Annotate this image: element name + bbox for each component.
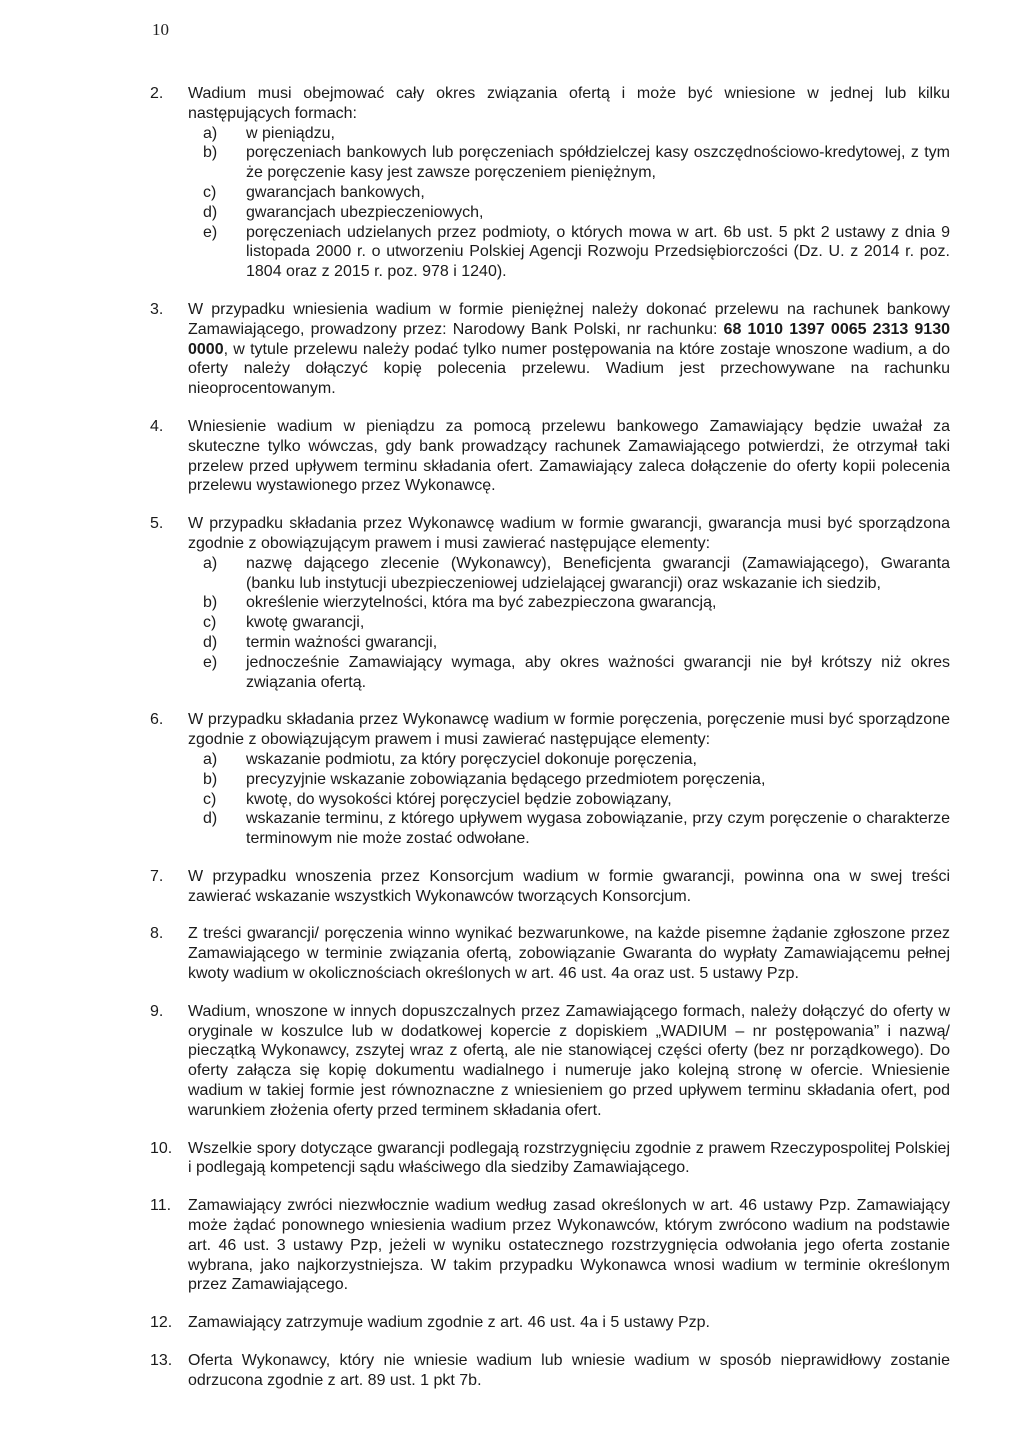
item-text: gwarancjach ubezpieczeniowych, <box>246 203 484 221</box>
item-letter: c) <box>203 183 217 201</box>
item-text: kwotę gwarancji, <box>246 614 365 632</box>
item-text: precyzyjnie wskazanie zobowiązania będącego przedmiotem poręczenia, <box>246 770 766 788</box>
list-item <box>203 770 950 790</box>
list-item <box>203 613 950 633</box>
point-text: Wadium, wnoszone w innych dopuszczalnych przez Zamawiającego formach, należy dołączyć do oferty w oryginale w koszulce lub w dodatkowej kopercie z dopiskiem „WADIUM – nr postępowania” i nazwą/ pieczątką Wykonawcy, zszytej wraz z ofertą, ale nie stanowiącej części oferty (bez nr porządkowego). Do oferty załącza się kopię dokumentu wadialnego i numeruje jako kolejną stronę w ofercie. Wniesienie wadium w takiej formie jest równoznaczne z wniesieniem go przed upływem terminu składania ofert, pod warunkiem złożenia oferty przed terminem składania ofert. <box>188 1002 950 1119</box>
item-text: poręczeniach bankowych lub poręczeniach spółdzielczej kasy oszczędnościowo-kredytowej, z tym że poręczenie kasy jest zawsze poręczeniem pieniężnym, <box>246 144 950 182</box>
list-item <box>203 124 950 144</box>
list-item <box>203 809 950 849</box>
item-letter: b) <box>203 144 218 162</box>
item-text: nazwę dającego zlecenie (Wykonawcy), Beneficjenta gwarancji (Zamawiającego), Gwaranta (banku lub instytucji ubezpieczeniowej udzielającej gwarancji) oraz wskazanie ich siedzib, <box>246 554 950 592</box>
list-item <box>203 593 950 613</box>
list-item <box>203 750 950 770</box>
point-text: W przypadku składania przez Wykonawcę wadium w formie gwarancji, gwarancja musi być sporządzona zgodnie z obowiązującym prawem i musi zawierać następujące elementy: <box>188 515 950 552</box>
item-text: gwarancjach bankowych, <box>246 183 425 201</box>
point-text-after: , w tytule przelewu należy podać tylko numer postępowania na które zostaje wnoszone wadium, a do oferty należy dołączyć kopię polecenia przelewu. Wadium jest przechowywane na rachunku nieoprocentowanym. <box>188 340 950 398</box>
list-item <box>203 223 950 282</box>
item-letter: d) <box>203 203 218 221</box>
point-13 <box>150 1351 950 1391</box>
point-text: Zamawiający zatrzymuje wadium zgodnie z art. 46 ust. 4a i 5 ustawy Pzp. <box>188 1314 710 1332</box>
point-6 <box>150 710 950 849</box>
point-text: Wadium musi obejmować cały okres związania ofertą i może być wniesione w jednej lub kilku następujących formach: <box>188 85 950 122</box>
point-number: 11. <box>150 1197 172 1215</box>
point-text: Wniesienie wadium w pieniądzu za pomocą przelewu bankowego Zamawiający będzie uważał za skuteczne tylko wówczas, gdy bank prowadzący rachunek Zamawiającego potwierdzi, że otrzymał taki przelew przed upływem terminu składania ofert. Zamawiający zaleca dołączenie do oferty kopii polecenia przelewu wystawionego przez Wykonawcę. <box>188 417 950 495</box>
bank-account-number: 68 1010 1397 0065 2313 9130 0000 <box>188 320 950 358</box>
item-letter: e) <box>203 223 218 241</box>
point-number: 10. <box>150 1139 173 1157</box>
point-number: 13. <box>150 1352 173 1370</box>
page-number: 10 <box>152 20 169 39</box>
item-letter: a) <box>203 750 218 768</box>
list-item <box>203 790 950 810</box>
list-item <box>203 633 950 653</box>
item-letter: e) <box>203 653 218 671</box>
item-text: kwotę, do wysokości której poręczyciel będzie zobowiązany, <box>246 790 672 808</box>
point-number: 7. <box>150 867 164 885</box>
item-text: określenie wierzytelności, która ma być zabezpieczona gwarancją, <box>246 594 717 612</box>
point-number: 8. <box>150 925 164 943</box>
point-3 <box>150 300 950 399</box>
point-number: 9. <box>150 1002 164 1020</box>
point-text: Oferta Wykonawcy, który nie wniesie wadium lub wniesie wadium w sposób nieprawidłowy zostanie odrzucona zgodnie z art. 89 ust. 1 pkt 7b. <box>188 1352 950 1389</box>
point-text: Wszelkie spory dotyczące gwarancji podlegają rozstrzygnięciu zgodnie z prawem Rzeczypospolitej Polskiej i podlegają kompetencji sądu właściwego dla siedziby Zamawiającego. <box>188 1139 950 1177</box>
list-item <box>203 653 950 693</box>
point-8 <box>150 924 950 983</box>
point-text: W przypadku składania przez Wykonawcę wadium w formie poręczenia, poręczenie musi być sporządzone zgodnie z obowiązującym prawem i musi zawierać następujące elementy: <box>188 711 950 749</box>
item-text: wskazanie terminu, z którego upływem wygasa zobowiązanie, przy czym poręczenie o charakterze terminowym nie może zostać odwołane. <box>246 810 950 848</box>
item-letter: c) <box>203 790 217 808</box>
point-text: W przypadku wnoszenia przez Konsorcjum wadium w formie gwarancji, powinna ona w swej treści zawierać wskazanie wszystkich Wykonawców tworzących Konsorcjum. <box>188 867 950 905</box>
point-2 <box>150 84 950 282</box>
item-text: poręczeniach udzielanych przez podmioty, o których mowa w art. 6b ust. 5 pkt 2 ustawy z dnia 9 listopada 2000 r. o utworzeniu Polskiej Agencji Rozwoju Przedsiębiorczości (Dz. U. z 2014 r. poz. 1804 oraz z 2015 r. poz. 978 i 1240). <box>246 223 950 281</box>
point-7 <box>150 867 950 907</box>
point-text <box>188 300 950 399</box>
sub-list <box>188 554 950 693</box>
point-12 <box>150 1313 950 1333</box>
point-number: 3. <box>150 300 164 318</box>
item-letter: b) <box>203 770 218 788</box>
list-item <box>203 203 950 223</box>
point-text: Z treści gwarancji/ poręczenia winno wynikać bezwarunkowe, na każde pisemne żądanie zgłoszone przez Zamawiającego w terminie związania ofertą, zobowiązanie Gwaranta do wypłaty Zamawiającemu pełnej kwoty wadium w okolicznościach określonych w art. 46 ust. 4a oraz ust. 5 ustawy Pzp. <box>188 925 950 983</box>
item-text: w pieniądzu, <box>246 124 335 142</box>
list-item <box>203 143 950 183</box>
item-letter: d) <box>203 633 218 651</box>
item-letter: d) <box>203 810 218 828</box>
sub-list <box>188 124 950 282</box>
point-11 <box>150 1196 950 1295</box>
point-5 <box>150 514 950 692</box>
point-number: 4. <box>150 417 164 435</box>
point-10 <box>150 1139 950 1179</box>
item-letter: b) <box>203 594 218 612</box>
item-text: wskazanie podmiotu, za który poręczyciel dokonuje poręczenia, <box>246 750 697 768</box>
sub-list <box>188 750 950 849</box>
document-body <box>150 84 950 1409</box>
list-item <box>203 183 950 203</box>
point-text-before: W przypadku wniesienia wadium w formie pieniężnej należy dokonać przelewu na rachunek bankowy Zamawiającego, prowadzony przez: Narodowy Bank Polski, nr rachunku: <box>188 300 950 338</box>
item-letter: a) <box>203 124 218 142</box>
point-9 <box>150 1002 950 1121</box>
point-4 <box>150 417 950 496</box>
list-item <box>203 554 950 594</box>
point-number: 2. <box>150 85 164 102</box>
item-letter: a) <box>203 554 218 572</box>
item-text: termin ważności gwarancji, <box>246 633 438 651</box>
point-number: 5. <box>150 515 164 533</box>
point-number: 6. <box>150 711 164 729</box>
point-number: 12. <box>150 1314 173 1332</box>
point-text: Zamawiający zwróci niezwłocznie wadium według zasad określonych w art. 46 ustawy Pzp. Zamawiający może żądać ponownego wniesienia wadium przez Wykonawców, którym zwrócono wadium na podstawie art. 46 ust. 3 ustawy Pzp, jeżeli w wyniku ostatecznego rozstrzygnięcia odwołania jego oferta zostanie wybrana, jako najkorzystniejsza. W takim przypadku Wykonawca wnosi wadium w terminie określonym przez Zamawiającego. <box>188 1197 950 1294</box>
item-text: jednocześnie Zamawiający wymaga, aby okres ważności gwarancji nie był krótszy niż okres związania ofertą. <box>246 653 950 691</box>
item-letter: c) <box>203 614 217 632</box>
